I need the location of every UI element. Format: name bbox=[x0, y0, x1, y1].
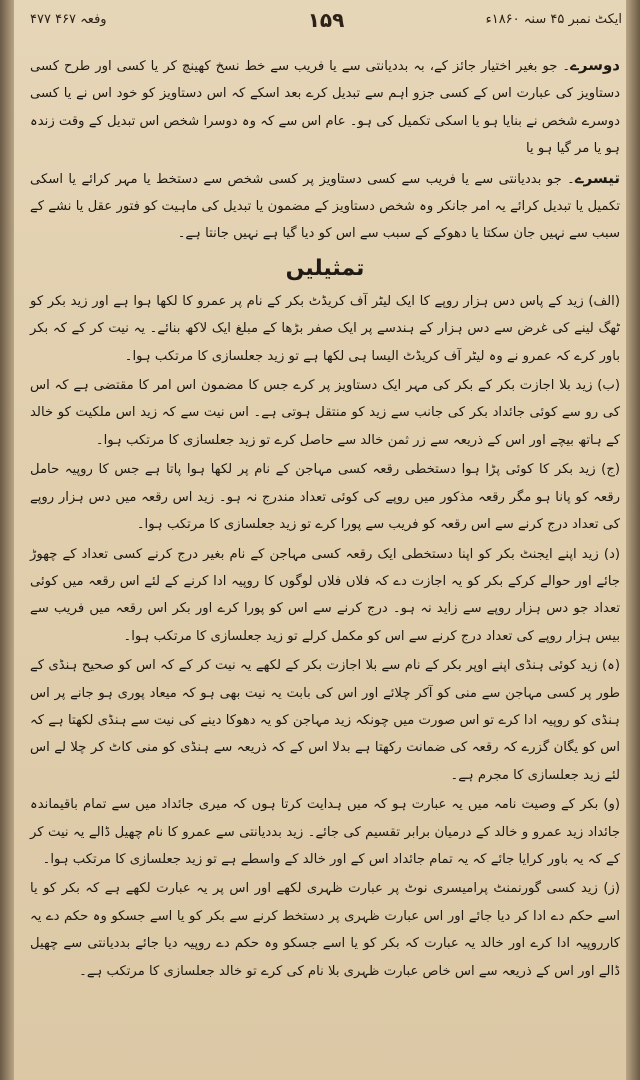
page-number: ۱۵۹ bbox=[307, 8, 345, 32]
page-edge-left bbox=[0, 0, 14, 1080]
illustration-g: (ز) زید کسی گورنمنٹ پرامیسری نوٹ پر عبارت ظہری لکھے اور اس پر یہ عبارت لکھے ہے کہ بکر کو یا اسے حکم دے ادا کر دیا جائے اور اس عبارت ظہری پر دستخط کرنے سے بکر کو یا اسے جسکو وہ حکم دے یہ کارروپیہ ادا کرے اور خالد یہ عبارت کہ بکر کو یا اسے جسکو وہ حکم دے روپیہ دیا جائے بددیانتی سے چھیل ڈالے اور اس کے ذریعہ سے اس خاص عبارت ظہری بلا نام کی کرے تو خالد جعلسازی کا مرتکب ہے۔ bbox=[30, 881, 620, 979]
clause-second-lead: دوسرے bbox=[570, 56, 620, 74]
clause-third-lead: تیسرے bbox=[574, 168, 620, 187]
clause-second bbox=[30, 52, 620, 163]
clause-third-text: ۔ جو بددیانتی سے یا فریب سے کسی دستاویز پر کسی شخص سے دستخط یا مہر کرائے یا اسکی تکمیل یا تبدیل کرائے یہ امر جانکر وہ شخص دستاویز کے مضمون یا تبدیل کی ماہیت کو فتور عقل یا نشے کے سبب سے نہیں جان سکتا یا دھوکے کے سبب سے اس کو دیا گیا ہے نہیں جانتا ہے۔ bbox=[30, 171, 620, 242]
page-edge-right bbox=[626, 0, 640, 1080]
clause-second-text: ۔ جو بغیر اختیار جائز کے، بہ بددیانتی سے یا فریب سے خط نسخ کھینچ کر یا کسی اور طرح کسی دستاویز کی عبارت اس کے کسی جزو اہم سے تبدیل کرے بعد اسکے کہ اس دستاویز کو خود اس نے یا کسی دوسرے شخص نے بنایا ہو یا اسکی تکمیل کی ہو۔ عام اس سے کہ وہ دوسرا شخص اس تبدیل کے وقت زندہ ہو یا مر گیا ہو یا bbox=[30, 59, 620, 157]
illustrations-heading: تمثیلیں bbox=[285, 255, 365, 281]
clause-third bbox=[30, 165, 620, 248]
page-body bbox=[30, 52, 620, 987]
illustration-a: (الف) زید کے پاس دس ہزار روپے کا ایک لیٹر آف کریڈٹ بکر کے نام پر عمرو کا لکھا ہوا ہے اور زید بکر کو ٹھگ لینے کی غرض سے دس ہزار کے ہندسے پر ایک صفر بڑھا کے مبلغ ایک لاکھ بنائے۔ یہ نیت کر کے کہ بکر باور کرے کہ عمرو نے وہ لیٹر آف کریڈٹ الیسا ہی لکھا ہے تو زید جعلسازی کا مرتکب ہوا۔ bbox=[30, 293, 620, 364]
illustration-d: (د) زید اپنے ایجنٹ بکر کو اپنا دستخطی ایک رقعہ کسی مہاجن کے نام بغیر درج کرنے کسی تعداد کے چھوڑ جائے اور حوالے کرکے بکر کو یہ اجازت دے کہ فلاں فلاں لوگوں کا روپیہ ادا کرنے کے لئے اس رقعہ میں کوئی تعداد جو دس ہزار روپے سے زاید نہ ہو۔ درج کرنے سے اس کو پورا کرے اور بکر اس رقعہ میں فریب سے بیس ہزار روپے کی تعداد درج کرنے سے اس کو مکمل کرلے تو زید جعلسازی کا مرتکب ہوا۔ bbox=[30, 546, 620, 644]
illustration-c: (ج) زید بکر کا کوئی پڑا ہوا دستخطی رقعہ کسی مہاجن کے نام پر لکھا ہوا پاتا ہے جس کا روپیہ حامل رقعہ کو پانا ہو مگر رقعہ مذکور میں روپے کی کوئی تعداد مندرج نہ ہو۔ زید اس رقعہ میں دس ہزار روپے کی تعداد درج کرنے سے اس رقعہ کو فریب سے پورا کرے تو زید جعلسازی کا مرتکب ہوا۔ bbox=[30, 462, 620, 533]
illustration-e: (ہ) زید کوئی ہنڈی اپنے اوپر بکر کے نام سے بلا اجازت بکر کے لکھے یہ نیت کر کے کہ اس کو صحیح ہنڈی کے طور پر کسی مہاجن سے منی کو آکر چلائے اور اس کی بابت یہ نیت بھی ہو کہ میعاد پوری ہو جانے پر اس ہنڈی کو روپیہ ادا کرے تو اس صورت میں چونکہ زید مہاجن کو یہ دھوکا دینے کی نیت سے ہنڈی لکھتا ہے کہ اس کو یگان گزرے کہ رقعہ کی ضمانت رکھتا ہے بدلا اس کے کہ ذریعہ سے ہنڈی کو منی کاٹ کر چلا لے اس لئے زید جعلسازی کا مجرم ہے۔ bbox=[30, 658, 620, 783]
illustration-f: (و) بکر کے وصیت نامہ میں یہ عبارت ہو کہ میں ہدایت کرتا ہوں کہ میری جائداد میں سے تمام باقیماندہ جائداد زید عمرو و خالد کے درمیان برابر تقسیم کی جائے۔ زید بددیانتی سے عمرو کا نام چھیل ڈالے یہ نیت کر کے کہ یہ باور کرایا جائے کہ یہ تمام جائداد اس کے اور خالد کے واسطے ہے تو زید جعلسازی کا مرتکب ہوا۔ bbox=[30, 797, 620, 867]
page-header bbox=[30, 6, 622, 40]
header-act-title: ایکٹ نمبر ۴۵ سنہ ۱۸۶۰ء bbox=[485, 12, 622, 27]
illustration-b: (ب) زید بلا اجازت بکر کے بکر کی مہر ایک دستاویز پر کرے جس کا مضمون اس امر کا مقتضی ہے کہ اس کی رو سے کوئی جائداد بکر کی جانب سے زید کو منتقل ہوتی ہے۔ اس نیت سے کہ زید اس ملکیت کو خالد کے ہاتھ بیچے اور اس کے ذریعہ سے زر ثمن خالد سے حاصل کرے تو زید جعلسازی کا مرتکب ہوا۔ bbox=[30, 378, 620, 448]
header-section-ref: ۴۷۷ وفعہ ۴۶۷ bbox=[30, 12, 107, 27]
